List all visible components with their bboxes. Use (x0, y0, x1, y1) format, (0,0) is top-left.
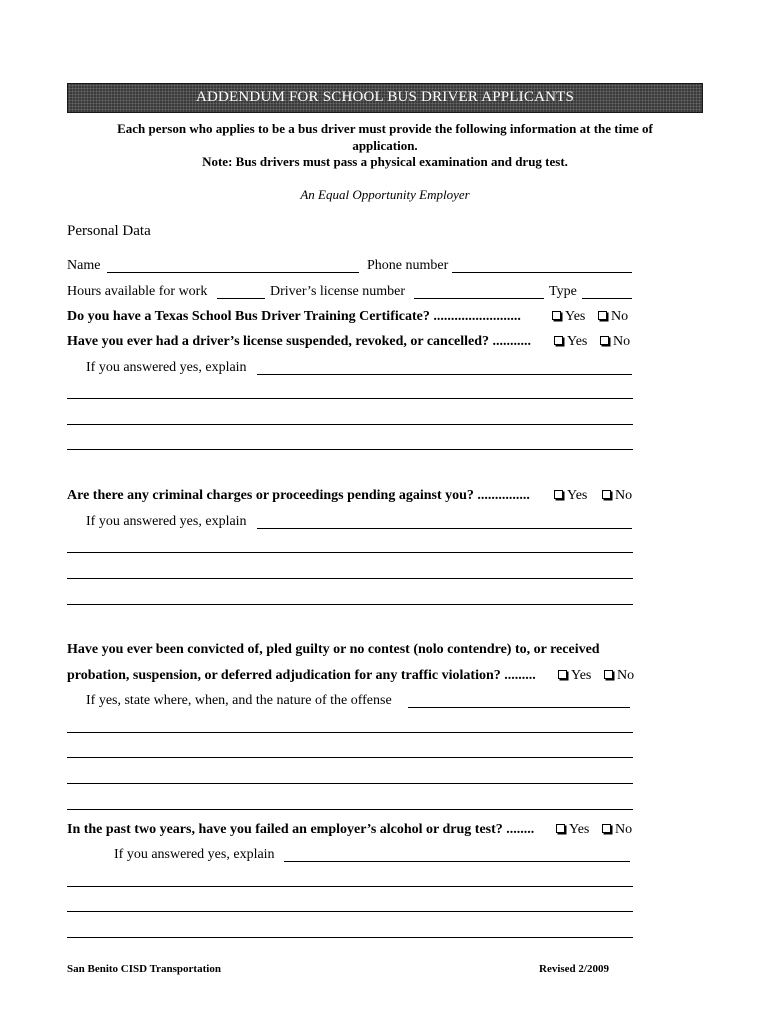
yes-label: Yes (567, 488, 588, 503)
question-text: probation, suspension, or deferred adjudication for any traffic violation? ......... (67, 668, 536, 683)
explain-label: If you answered yes, explain (114, 847, 275, 862)
yes-option[interactable] (558, 668, 591, 684)
explain-field[interactable] (408, 707, 630, 708)
yes-label: Yes (569, 822, 590, 837)
question-traffic-violation-line-2 (67, 668, 635, 686)
answer-line[interactable] (67, 578, 633, 579)
title-banner (67, 83, 703, 113)
explain-label: If yes, state where, when, and the nature of the offense (86, 693, 392, 708)
license-label: Driver’s license number (270, 284, 406, 299)
explain-row (67, 360, 635, 378)
intro-line-1: Each person who applies to be a bus driver must provide the following information at the time of (117, 121, 653, 136)
hours-field[interactable] (217, 298, 265, 299)
checkbox-icon (604, 670, 613, 679)
question-license-suspended (67, 334, 635, 352)
checkbox-icon (554, 336, 563, 345)
yes-option[interactable] (556, 822, 589, 838)
explain-row (67, 693, 635, 711)
question-text: Are there any criminal charges or proceedings pending against you? ............... (67, 488, 530, 503)
no-option[interactable] (602, 488, 632, 504)
answer-line[interactable] (67, 552, 633, 553)
name-label: Name (67, 258, 101, 273)
checkbox-icon (558, 670, 567, 679)
answer-line[interactable] (67, 911, 633, 912)
yes-option[interactable] (552, 309, 585, 325)
yes-label: Yes (567, 334, 588, 349)
question-text: In the past two years, have you failed an employer’s alcohol or drug test? ........ (67, 822, 535, 837)
no-label: No (617, 668, 635, 683)
intro-line-2: application. (352, 138, 418, 153)
answer-line[interactable] (67, 604, 633, 605)
explain-field[interactable] (284, 861, 630, 862)
checkbox-icon (554, 490, 563, 499)
answer-line[interactable] (67, 757, 633, 758)
no-label: No (615, 822, 633, 837)
checkbox-icon (552, 311, 561, 320)
hours-license-row (67, 284, 635, 302)
question-failed-drug-test (67, 822, 635, 840)
name-phone-row (67, 258, 635, 276)
checkbox-icon (600, 336, 609, 345)
form-title: ADDENDUM FOR SCHOOL BUS DRIVER APPLICANTS (195, 89, 575, 105)
yes-label: Yes (565, 309, 586, 324)
explain-field[interactable] (257, 528, 632, 529)
phone-field[interactable] (452, 272, 632, 273)
question-traffic-violation-line-1 (67, 642, 635, 660)
question-text: Do you have a Texas School Bus Driver Training Certificate? ......................... (67, 309, 521, 324)
answer-line[interactable] (67, 937, 633, 938)
yes-option[interactable] (554, 334, 587, 350)
no-option[interactable] (600, 334, 630, 350)
yes-option[interactable] (554, 488, 587, 504)
explain-label: If you answered yes, explain (86, 514, 247, 529)
no-label: No (611, 309, 629, 324)
question-text: Have you ever been convicted of, pled guilty or no contest (nolo contendre) to, or received (67, 642, 600, 657)
question-text: Have you ever had a driver’s license suspended, revoked, or cancelled? ........... (67, 334, 532, 349)
answer-line[interactable] (67, 449, 633, 450)
yes-label: Yes (571, 668, 592, 683)
answer-line[interactable] (67, 783, 633, 784)
no-option[interactable] (598, 309, 628, 325)
explain-label: If you answered yes, explain (86, 360, 247, 375)
intro-note: Note: Bus drivers must pass a physical examination and drug test. (202, 154, 568, 169)
question-training-certificate (67, 309, 635, 327)
answer-line[interactable] (67, 732, 633, 733)
license-type-field[interactable] (582, 298, 632, 299)
explain-field[interactable] (257, 374, 632, 375)
no-label: No (613, 334, 631, 349)
checkbox-icon (556, 824, 565, 833)
phone-label: Phone number (367, 258, 449, 273)
footer-organization: San Benito CISD Transportation (67, 963, 221, 975)
license-type-label: Type (549, 284, 577, 299)
answer-line[interactable] (67, 398, 633, 399)
equal-opportunity-statement: An Equal Opportunity Employer (300, 187, 470, 202)
name-field[interactable] (107, 272, 359, 273)
no-option[interactable] (604, 668, 634, 684)
checkbox-icon (598, 311, 607, 320)
license-field[interactable] (414, 298, 544, 299)
no-option[interactable] (602, 822, 632, 838)
answer-line[interactable] (67, 424, 633, 425)
checkbox-icon (602, 824, 611, 833)
answer-line[interactable] (67, 886, 633, 887)
explain-row (67, 514, 635, 532)
answer-line[interactable] (67, 809, 633, 810)
question-criminal-charges (67, 488, 635, 506)
no-label: No (615, 488, 633, 503)
checkbox-icon (602, 490, 611, 499)
section-title-personal-data: Personal Data (67, 223, 151, 239)
hours-label: Hours available for work (67, 284, 208, 299)
explain-row (67, 847, 635, 865)
footer-revision: Revised 2/2009 (539, 963, 609, 975)
